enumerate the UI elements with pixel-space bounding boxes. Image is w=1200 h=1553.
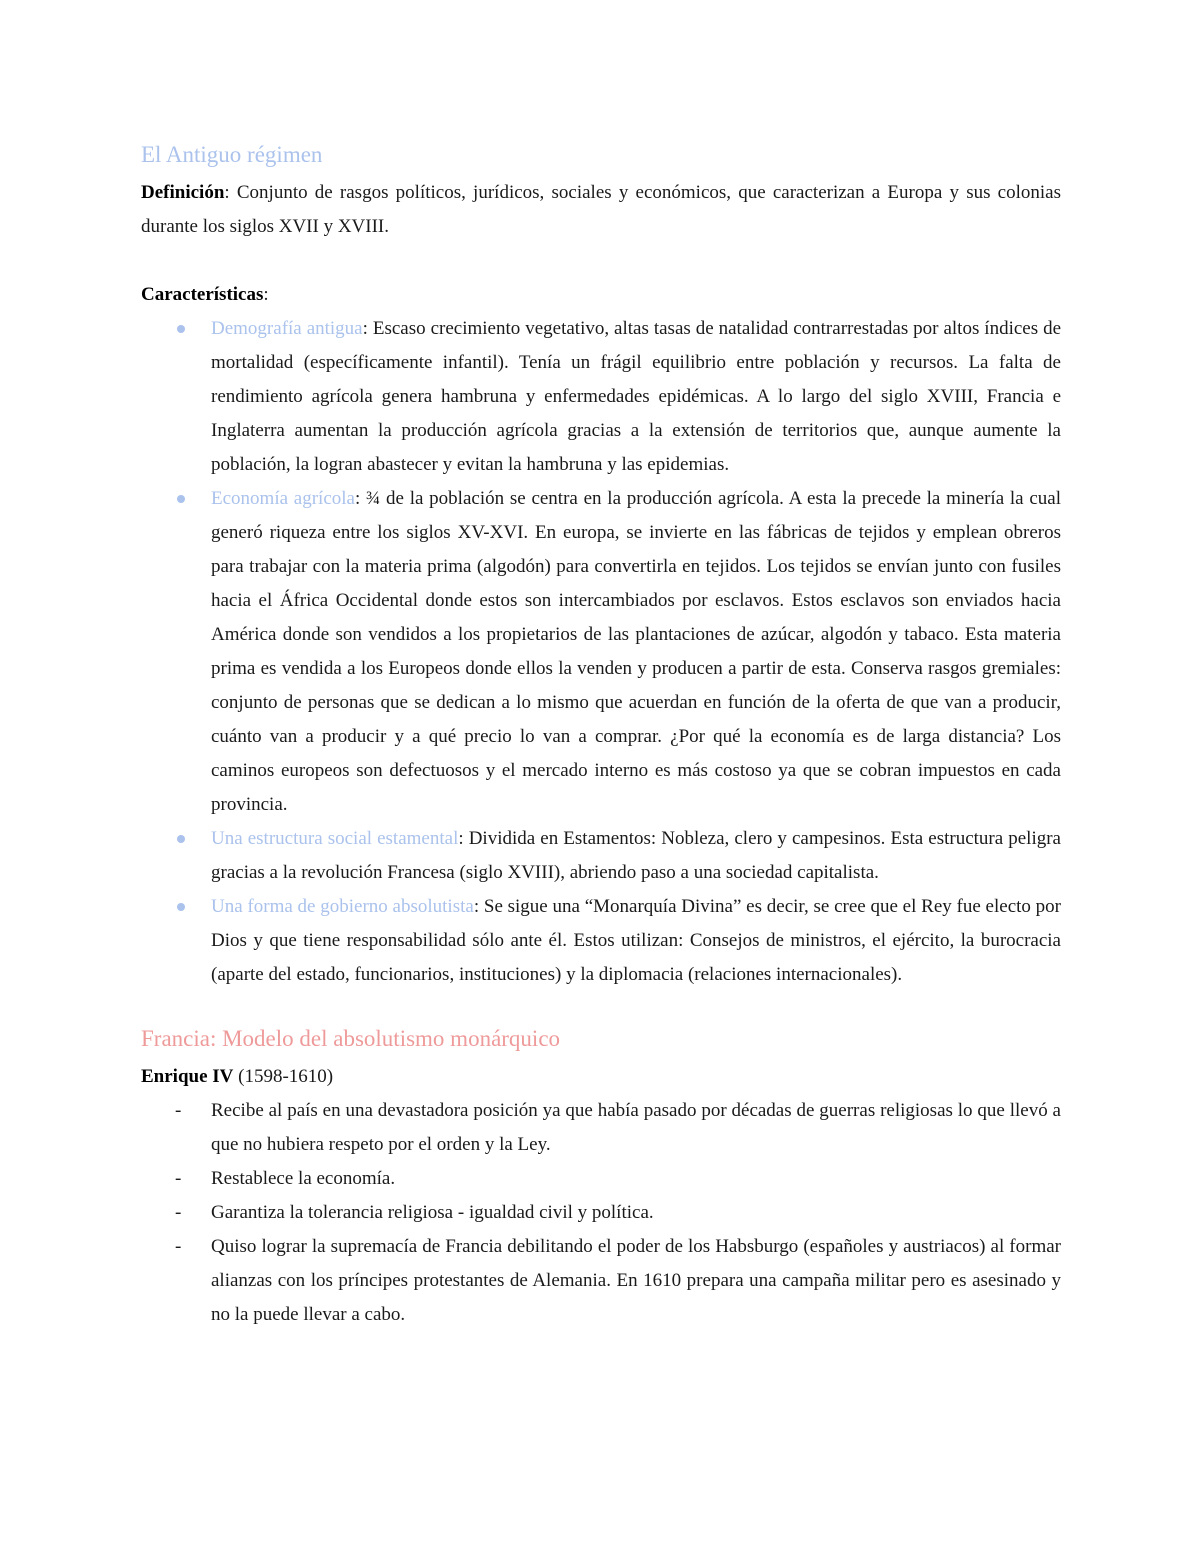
item-text: : Escaso crecimiento vegetativo, altas tasas de natalidad contrarrestadas por altos índices de mortalidad (específicamente infantil). Tenía un frágil equilibrio entre población y recursos. La falta de rendimiento agrícola genera hambruna y enfermedades epidémicas. A lo largo del siglo XVIII, Francia e Inglaterra aumentan la producción agrícola gracias a la extensión de territorios que, aunque aumente la población, la logran abastecer y evitan la hambruna y las epidemias. [211, 318, 1062, 475]
item-text: Restablece la economía. [211, 1168, 396, 1189]
caracteristicas-colon: : [263, 284, 269, 305]
list-item [141, 1230, 1061, 1332]
term-demografia: Demografía antigua [211, 318, 363, 339]
heading-francia: Francia: Modelo del absolutismo monárquico [141, 1026, 561, 1051]
term-economia: Economía agrícola [211, 488, 355, 509]
item-text: : ¾ de la población se centra en la producción agrícola. A esta la precede la minería la cual generó riqueza entre los siglos XV-XVI. En europa, se invierte en las fábricas de tejidos y emplean obreros para trabajar con la materia prima (algodón) para convertirla en tejidos. Los tejidos se envían junto con fusiles hacia el África Occidental donde estos son intercambiados por esclavos. Estos esclavos son enviados hacia América donde son vendidos a los propietarios de las plantaciones de azúcar, algodón y tabaco. Esta materia prima es vendida a los Europeos donde ellos la venden y producen a partir de esta. Conserva rasgos gremiales: conjunto de personas que se dedican a lo mismo que acuerdan en función de la oferta de que van a producir, cuánto van a producir y a qué precio lo van a comprar. ¿Por qué la economía es de larga distancia? Los caminos europeos son defectuosos y el mercado interno es más costoso ya que se cobran impuestos en cada provincia. [211, 488, 1062, 815]
dash-marker: - [175, 1100, 182, 1121]
dash-marker: - [175, 1168, 182, 1189]
dash-marker: - [175, 1236, 182, 1257]
caracteristicas-list [141, 312, 1061, 992]
enrique-years: (1598-1610) [233, 1066, 334, 1087]
list-item [141, 890, 1061, 992]
definicion-label: Definición [141, 182, 225, 203]
item-text: : Dividida en Estamentos: Nobleza, clero y campesinos. Esta estructura peligra gracias a la revolución Francesa (siglo XVIII), abriendo paso a una sociedad capitalista. [211, 828, 1061, 883]
list-item [141, 1162, 1061, 1196]
caracteristicas-label: Características [141, 284, 264, 305]
enrique-name: Enrique IV [141, 1066, 234, 1087]
enrique-heading [141, 1060, 1061, 1094]
term-estructura-social: Una estructura social estamental [211, 828, 459, 849]
item-text: Quiso lograr la supremacía de Francia debilitando el poder de los Habsburgo (españoles y austriacos) al formar alianzas con los príncipes protestantes de Alemania. En 1610 prepara una campaña militar pero es asesinado y no la puede llevar a cabo. [211, 1236, 1061, 1325]
definicion-paragraph [141, 176, 1061, 244]
enrique-list [141, 1094, 1061, 1332]
caracteristicas-heading [141, 278, 1061, 312]
item-text: Garantiza la tolerancia religiosa - igualdad civil y política. [211, 1202, 654, 1223]
list-item [141, 1094, 1061, 1162]
list-item [141, 312, 1061, 482]
dash-marker: - [175, 1202, 182, 1223]
bullet-icon [177, 903, 185, 911]
definicion-text: : Conjunto de rasgos políticos, jurídicos, sociales y económicos, que caracterizan a Europa y sus colonias durante los siglos XVII y XVIII. [141, 182, 1061, 237]
bullet-icon [177, 835, 185, 843]
list-item [141, 482, 1061, 822]
item-text: : Se sigue una “Monarquía Divina” es decir, se cree que el Rey fue electo por Dios y que tiene responsabilidad sólo ante él. Estos utilizan: Consejos de ministros, el ejército, la burocracia (aparte del estado, funcionarios, instituciones) y la diplomacia (relaciones internacionales). [211, 896, 1061, 985]
list-item [141, 822, 1061, 890]
item-text: Recibe al país en una devastadora posición ya que había pasado por décadas de guerras religiosas lo que llevó a que no hubiera respeto por el orden y la Ley. [211, 1100, 1061, 1155]
list-item [141, 1196, 1061, 1230]
spacer [141, 244, 1061, 278]
term-gobierno: Una forma de gobierno absolutista [211, 896, 474, 917]
bullet-icon [177, 325, 185, 333]
document-page [141, 138, 1061, 1332]
heading-antiguo-regimen: El Antiguo régimen [141, 142, 323, 167]
bullet-icon [177, 495, 185, 503]
